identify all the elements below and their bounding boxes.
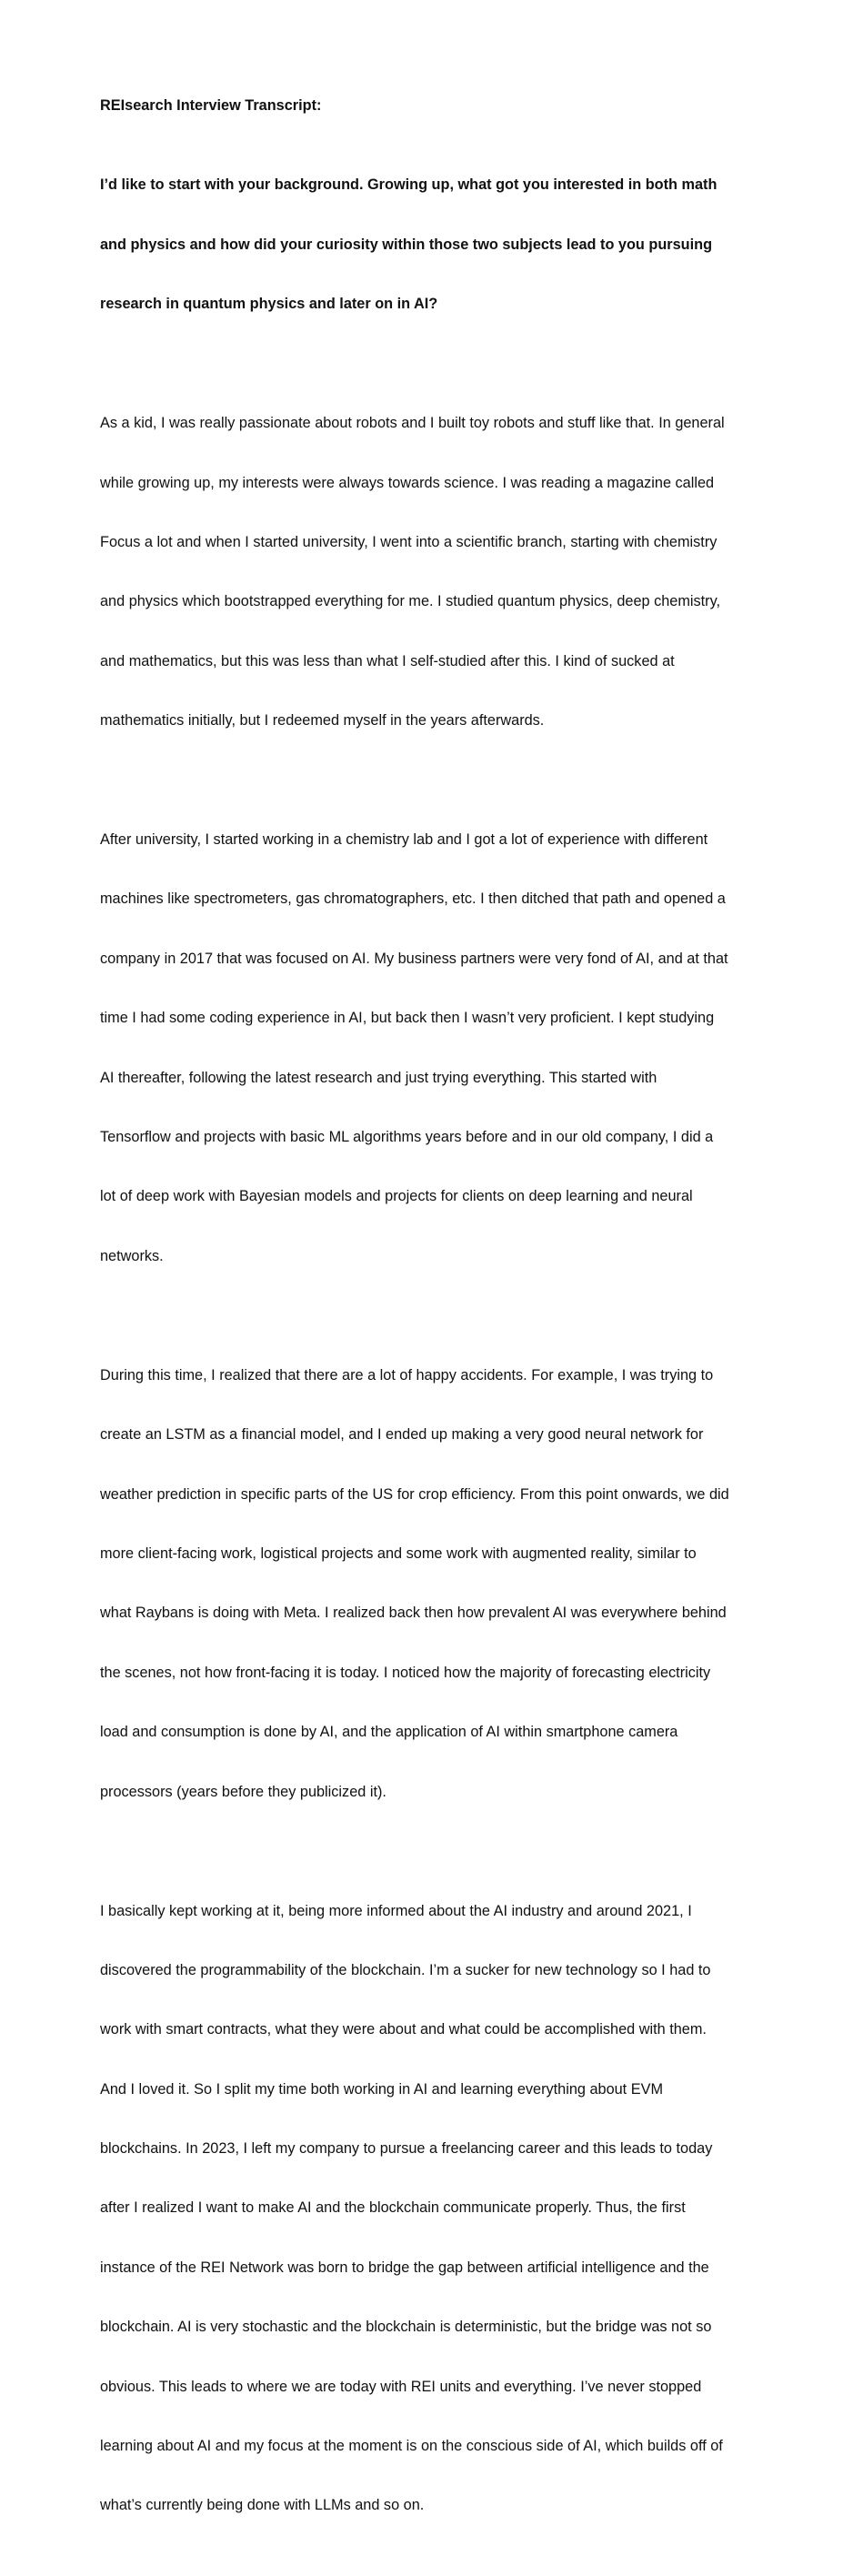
paragraph-line: Tensorflow and projects with basic ML algorithms years before and in our old company, I did a — [100, 1129, 714, 1146]
paragraph-line: networks. — [100, 1247, 164, 1264]
paragraph-line: As a kid, I was really passionate about robots and I built toy robots and stuff like that. In general — [100, 415, 725, 432]
paragraph-line: after I realized I want to make AI and the blockchain communicate properly. Thus, the first — [100, 2199, 686, 2217]
paragraph-line: I basically kept working at it, being more informed about the AI industry and around 2021, I — [100, 1902, 692, 1919]
answer-paragraph-1 — [100, 375, 748, 771]
paragraph-line: AI thereafter, following the latest research and just trying everything. This started with — [100, 1069, 657, 1086]
answer-paragraph-2 — [100, 791, 748, 1307]
paragraph-line: Focus a lot and when I started university, I went into a scientific branch, starting with chemistry — [100, 533, 718, 550]
paragraph-line: create an LSTM as a financial model, and I ended up making a very good neural network for — [100, 1426, 704, 1444]
paragraph-line: blockchains. In 2023, I left my company to pursue a freelancing career and this leads to today — [100, 2140, 713, 2158]
paragraph-line: and mathematics, but this was less than what I self-studied after this. I kind of sucked at — [100, 652, 675, 669]
paragraph-line: obvious. This leads to where we are today with REI units and everything. I’ve never stopped — [100, 2378, 702, 2395]
paragraph-line: learning about AI and my focus at the moment is on the conscious side of AI, which builds off of — [100, 2438, 723, 2455]
paragraph-line: lot of deep work with Bayesian models and projects for clients on deep learning and neural — [100, 1188, 693, 1205]
paragraph-line: And I loved it. So I split my time both working in AI and learning everything about EVM — [100, 2080, 664, 2098]
answer-paragraph-3 — [100, 1326, 748, 1842]
paragraph-line: During this time, I realized that there are a lot of happy accidents. For example, I was trying to — [100, 1366, 714, 1384]
paragraph-line: processors (years before they publicized it). — [100, 1783, 386, 1800]
paragraph-line: more client-facing work, logistical projects and some work with augmented reality, similar to — [100, 1545, 697, 1562]
paragraph-line: the scenes, not how front-facing it is today. I noticed how the majority of forecasting electricity — [100, 1664, 711, 1681]
paragraph-line: instance of the REI Network was born to bridge the gap between artificial intelligence and the — [100, 2259, 709, 2276]
document-page — [100, 96, 748, 2576]
paragraph-line: company in 2017 that was focused on AI. My business partners were very fond of AI, and at that — [100, 950, 728, 967]
paragraph-line: and physics which bootstrapped everything for me. I studied quantum physics, deep chemistry, — [100, 593, 721, 610]
answer-paragraph-4 — [100, 1862, 748, 2556]
question-line: I’d like to start with your background. Growing up, what got you interested in both math — [100, 176, 718, 194]
paragraph-line: time I had some coding experience in AI, but back then I wasn’t very proficient. I kept studying — [100, 1010, 715, 1027]
paragraph-line: weather prediction in specific parts of the US for crop efficiency. From this point onwards, we did — [100, 1485, 729, 1503]
paragraph-line: load and consumption is done by AI, and the application of AI within smartphone camera — [100, 1724, 678, 1741]
paragraph-line: blockchain. AI is very stochastic and the blockchain is deterministic, but the bridge was not so — [100, 2319, 712, 2336]
paragraph-line: discovered the programmability of the blockchain. I’m a sucker for new technology so I had to — [100, 1961, 711, 1978]
paragraph-line: mathematics initially, but I redeemed myself in the years afterwards. — [100, 712, 545, 730]
paragraph-line: what Raybans is doing with Meta. I realized back then how prevalent AI was everywhere behind — [100, 1605, 727, 1622]
document-title: REIsearch Interview Transcript: — [100, 97, 322, 114]
paragraph-line: while growing up, my interests were always towards science. I was reading a magazine called — [100, 474, 715, 491]
paragraph-line: After university, I started working in a chemistry lab and I got a lot of experience with different — [100, 831, 708, 849]
interview-question — [100, 136, 748, 355]
paragraph-line: work with smart contracts, what they were about and what could be accomplished with them. — [100, 2021, 707, 2038]
question-line: research in quantum physics and later on in AI? — [100, 296, 438, 313]
paragraph-line: what’s currently being done with LLMs and so on. — [100, 2497, 425, 2514]
question-line: and physics and how did your curiosity within those two subjects lead to you pursuing — [100, 236, 713, 253]
paragraph-line: machines like spectrometers, gas chromatographers, etc. I then ditched that path and opened a — [100, 891, 726, 908]
